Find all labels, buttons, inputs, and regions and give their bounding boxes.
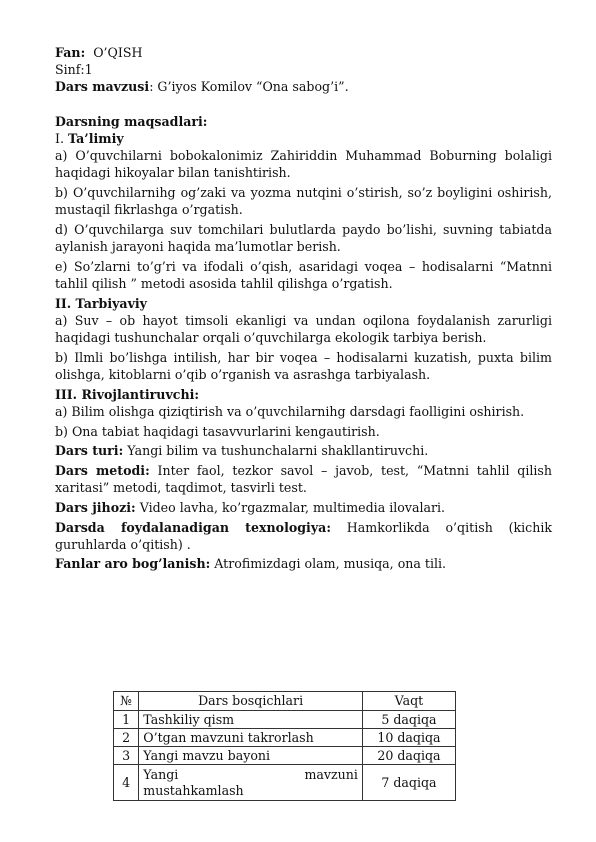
educational-goal-d: d) O’quvchilarga suv tomchilari bulutlarda paydo bo’lishi, suvning tabiatda aylanish jarayoni haqida ma’lumotlar berish. xyxy=(55,221,552,255)
lesson-stages-table xyxy=(113,691,456,801)
upbringing-goal-b: b) Ilmli bo’lishga intilish, har bir voqea – hodisalarni kuzatish, puxta bilim olishga, kitoblarni o’qib o’rganish va asrashga tarbiyalash. xyxy=(55,349,552,382)
row-number: 2 xyxy=(114,729,139,747)
subject-value: O’QISH xyxy=(93,45,143,60)
educational-goal-e: e) So’zlarni to’g’ri va ifodali o’qish, asaridagi voqea – hodisalarni “Matnni tahlil qilish ” metodi asosida tahlil qilishga o’rgatish. xyxy=(55,258,552,291)
interdisciplinary-label: Fanlar aro bog’lanish: xyxy=(55,556,211,572)
stage-name: O’tgan mavzuni takrorlash xyxy=(139,729,363,747)
interdisciplinary-value: Atrofimizdagi olam, musiqa, ona tili. xyxy=(210,556,447,572)
lesson-method-label: Dars metodi: xyxy=(55,462,150,478)
technology-line xyxy=(55,519,552,553)
column-header-stages: Dars bosqichlari xyxy=(139,692,363,711)
stage-name: Yangi mavzuni mustahkamlash xyxy=(139,765,363,801)
interdisciplinary-line xyxy=(55,555,552,572)
stage-time: 20 daqiqa xyxy=(362,747,455,765)
stage-time: 5 daqiqa xyxy=(362,711,455,729)
lesson-equipment-label: Dars jihozi: xyxy=(55,499,136,515)
column-header-time: Vaqt xyxy=(362,692,455,711)
row-number: 4 xyxy=(114,765,139,801)
goals-title: Darsning maqsadlari: xyxy=(55,113,208,129)
developmental-goals-heading: III. Rivojlantiruvchi: xyxy=(55,386,200,402)
technology-value: Hamkorlikda o’qitish (kichik guruhlarda o’qitish) . xyxy=(55,519,552,552)
table-header-row xyxy=(114,692,456,711)
educational-goal-b: b) O’quvchilarnihg og’zaki va yozma nutqini o’stirish, so’z boyligini oshirish, mustaqil fikrlashga o’rgatish. xyxy=(55,184,552,218)
stage-time: 10 daqiqa xyxy=(362,729,455,747)
educational-goals-heading: I. Ta’limiy xyxy=(55,130,124,146)
subject-label: Fan: xyxy=(55,45,86,60)
table-row xyxy=(114,711,456,729)
stage-name: Tashkiliy qism xyxy=(139,711,363,729)
lesson-topic-line xyxy=(55,78,552,95)
educational-goal-a: a) O’quvchilarni bobokalonimiz Zahiriddin Muhammad Boburning bolaligi haqidagi hikoyalar bilan tanishtirish. xyxy=(55,148,552,181)
upbringing-goal-a: a) Suv – ob hayot timsoli ekanligi va undan oqilona foydalanish zarurligi haqidagi tushunchalar orqali o’quvchilarga ekologik tarbiya berish. xyxy=(55,312,552,346)
column-header-number: № xyxy=(114,692,139,711)
lesson-topic-label: Dars mavzusi xyxy=(55,79,150,95)
technology-label: Darsda foydalanadigan texnologiya: xyxy=(55,519,331,535)
table-row xyxy=(114,765,456,801)
developmental-goal-a: a) Bilim olishga qiziqtirish va o’quvchilarnihg darsdagi faolligini oshirish. xyxy=(55,403,525,419)
row-number: 3 xyxy=(114,747,139,765)
lesson-equipment-value: Video lavha, ko’rgazmalar, multimedia ilovalari. xyxy=(135,499,446,515)
table-row xyxy=(114,729,456,747)
lesson-method-line xyxy=(55,462,552,496)
lesson-method-value: Inter faol, tezkor savol – javob, test, “Matnni tahlil qilish xaritasi” metodi, taqdimot, tasvirli test. xyxy=(55,462,552,496)
lesson-plan-document xyxy=(55,44,552,575)
stage-name: Yangi mavzu bayoni xyxy=(139,747,363,765)
subject-line xyxy=(55,44,552,61)
upbringing-goals-heading: II. Tarbiyaviy xyxy=(55,295,147,311)
developmental-goal-b: b) Ona tabiat haqidagi tasavvurlarini kengautirish. xyxy=(55,423,380,439)
lesson-topic-value: : G’iyos Komilov “Ona sabog’i”. xyxy=(149,79,349,95)
lesson-type-value: Yangi bilim va tushunchalarni shakllantiruvchi. xyxy=(123,443,429,459)
lesson-equipment-line xyxy=(55,499,552,516)
stage-time: 7 daqiqa xyxy=(362,765,455,801)
table-row xyxy=(114,747,456,765)
row-number: 1 xyxy=(114,711,139,729)
lesson-type-label: Dars turi: xyxy=(55,443,124,459)
grade-line: Sinf:1 xyxy=(55,62,93,78)
lesson-type-line xyxy=(55,442,552,459)
